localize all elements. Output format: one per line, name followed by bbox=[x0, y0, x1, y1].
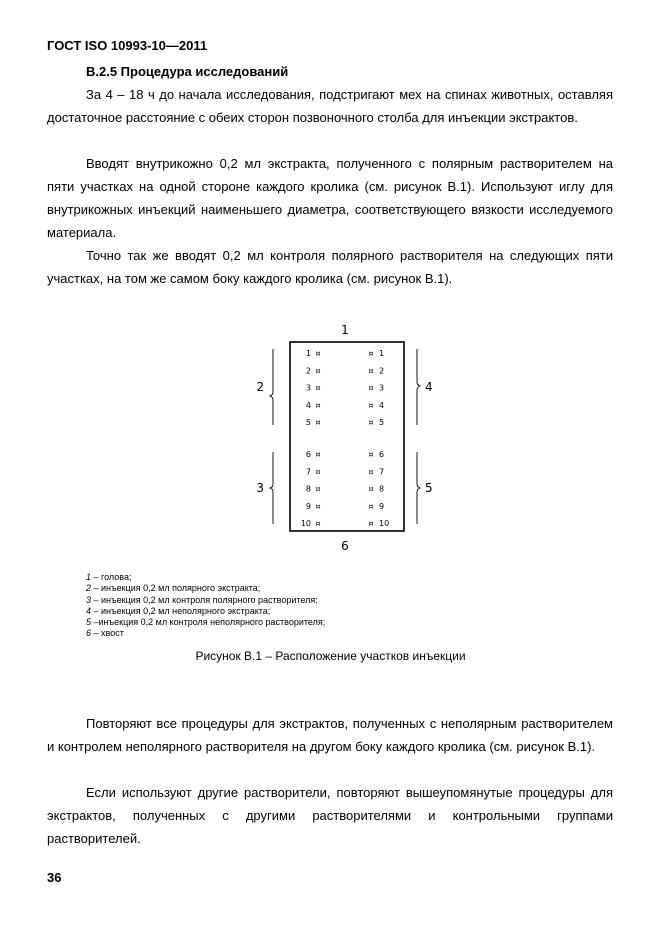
paragraph-2 bbox=[47, 152, 613, 244]
section-title: B.2.5 Процедура исследований bbox=[86, 64, 289, 79]
paragraph-4 bbox=[47, 712, 613, 758]
site-mark-left: ¤ bbox=[315, 400, 321, 410]
site-mark-right: ¤ bbox=[368, 383, 374, 393]
site-number-left: 3 bbox=[305, 383, 311, 393]
site-mark-left: ¤ bbox=[315, 467, 321, 477]
site-mark-right: ¤ bbox=[368, 418, 374, 428]
site-number-right: 2 bbox=[379, 366, 385, 376]
site-mark-right: ¤ bbox=[368, 400, 374, 410]
site-mark-right: ¤ bbox=[368, 467, 374, 477]
label-polar-extract: 2 bbox=[256, 380, 264, 394]
brace-left-upper bbox=[270, 349, 273, 425]
paragraph-5-text: Если используют другие растворители, повторяют вышеупомянутые процедуры для экстрактов, полученных с другими растворителями и контрольными группами растворителей. bbox=[47, 785, 613, 846]
injection-sites-diagram bbox=[240, 318, 460, 550]
site-number-right: 5 bbox=[379, 418, 385, 428]
site-mark-right: ¤ bbox=[368, 450, 374, 459]
legend-item: 4 – инъекция 0,2 мл неполярного экстракта; bbox=[86, 605, 271, 616]
paragraph-2-text: Вводят внутрикожно 0,2 мл экстракта, полученного с полярным растворителем на пяти участках на одной стороне каждого кролика (см. рисунок В.1). Используют иглу для внутрикожных инъекций наименьшего диаметра, соответствующего вязкости исследуемого материала. bbox=[47, 156, 613, 240]
site-number-left: 6 bbox=[305, 450, 311, 459]
site-number-right: 9 bbox=[379, 501, 385, 511]
site-mark-left: ¤ bbox=[315, 450, 321, 459]
brace-left-lower bbox=[270, 452, 273, 524]
site-mark-left: ¤ bbox=[315, 484, 321, 494]
site-number-left: 9 bbox=[305, 501, 311, 511]
site-mark-left: ¤ bbox=[315, 418, 321, 428]
legend-item: 5 –инъекция 0,2 мл контроля неполярного растворителя; bbox=[86, 617, 326, 628]
site-mark-right: ¤ bbox=[368, 501, 374, 511]
site-number-left: 8 bbox=[305, 484, 311, 494]
site-mark-right: ¤ bbox=[368, 519, 374, 529]
site-number-right: 8 bbox=[379, 484, 385, 494]
site-mark-right: ¤ bbox=[368, 349, 374, 358]
site-number-right: 3 bbox=[379, 383, 385, 393]
injection-sites bbox=[301, 349, 389, 528]
site-mark-left: ¤ bbox=[315, 366, 321, 376]
site-mark-left: ¤ bbox=[315, 501, 321, 511]
legend-item: 3 – инъекция 0,2 мл контроля полярного растворителя; bbox=[86, 594, 318, 605]
paragraph-3-text: Точно так же вводят 0,2 мл контроля полярного растворителя на следующих пяти участках, на том же самом боку каждого кролика (см. рисунок В.1). bbox=[47, 248, 613, 286]
site-mark-left: ¤ bbox=[315, 519, 321, 529]
document-header: ГОСТ ISO 10993-10—2011 bbox=[47, 38, 208, 53]
site-mark-left: ¤ bbox=[315, 383, 321, 393]
site-number-left: 10 bbox=[300, 519, 311, 529]
site-mark-left: ¤ bbox=[315, 349, 321, 358]
site-number-left: 1 bbox=[305, 349, 311, 358]
paragraph-5 bbox=[47, 781, 613, 850]
site-number-right: 4 bbox=[379, 400, 385, 410]
site-number-right: 10 bbox=[379, 519, 390, 529]
paragraph-1-first-word: За bbox=[86, 87, 102, 102]
paragraph-3 bbox=[47, 244, 613, 290]
paragraph-1-text: 4 – 18 ч до начала исследования, подстригают мех на спинах животных, оставляя достаточное расстояние с обеих сторон позвоночного столба для инъекции экстрактов. bbox=[47, 87, 613, 125]
site-mark-right: ¤ bbox=[368, 366, 374, 376]
site-number-right: 1 bbox=[379, 349, 385, 358]
site-number-right: 7 bbox=[379, 467, 385, 477]
figure-legend bbox=[86, 572, 325, 640]
site-number-left: 5 bbox=[305, 418, 311, 428]
label-head: 1 bbox=[341, 323, 349, 337]
paragraph-4-text: Повторяют все процедуры для экстрактов, полученных с неполярным растворителем и контролем неполярного растворителя на другом боку каждого кролика (см. рисунок В.1). bbox=[47, 716, 613, 754]
site-number-left: 4 bbox=[305, 400, 311, 410]
legend-item: 6 – хвост bbox=[86, 628, 124, 639]
injection-sites-figure bbox=[240, 318, 460, 550]
figure-caption: Рисунок В.1 – Расположение участков инъекции bbox=[195, 649, 466, 663]
paragraph-1 bbox=[47, 83, 613, 129]
site-mark-right: ¤ bbox=[368, 484, 374, 494]
label-nonpolar-control: 5 bbox=[425, 481, 433, 495]
brace-right-lower bbox=[417, 452, 420, 524]
label-tail: 6 bbox=[341, 539, 349, 550]
brace-right-upper bbox=[417, 349, 420, 425]
page-number: 36 bbox=[47, 870, 62, 885]
site-number-right: 6 bbox=[379, 450, 385, 459]
label-polar-control: 3 bbox=[256, 481, 264, 495]
label-nonpolar-extract: 4 bbox=[425, 380, 433, 394]
site-number-left: 2 bbox=[305, 366, 311, 376]
legend-item: 1 – голова; bbox=[86, 572, 132, 582]
site-number-left: 7 bbox=[305, 467, 311, 477]
legend-item: 2 – инъекция 0,2 мл полярного экстракта; bbox=[86, 583, 261, 594]
